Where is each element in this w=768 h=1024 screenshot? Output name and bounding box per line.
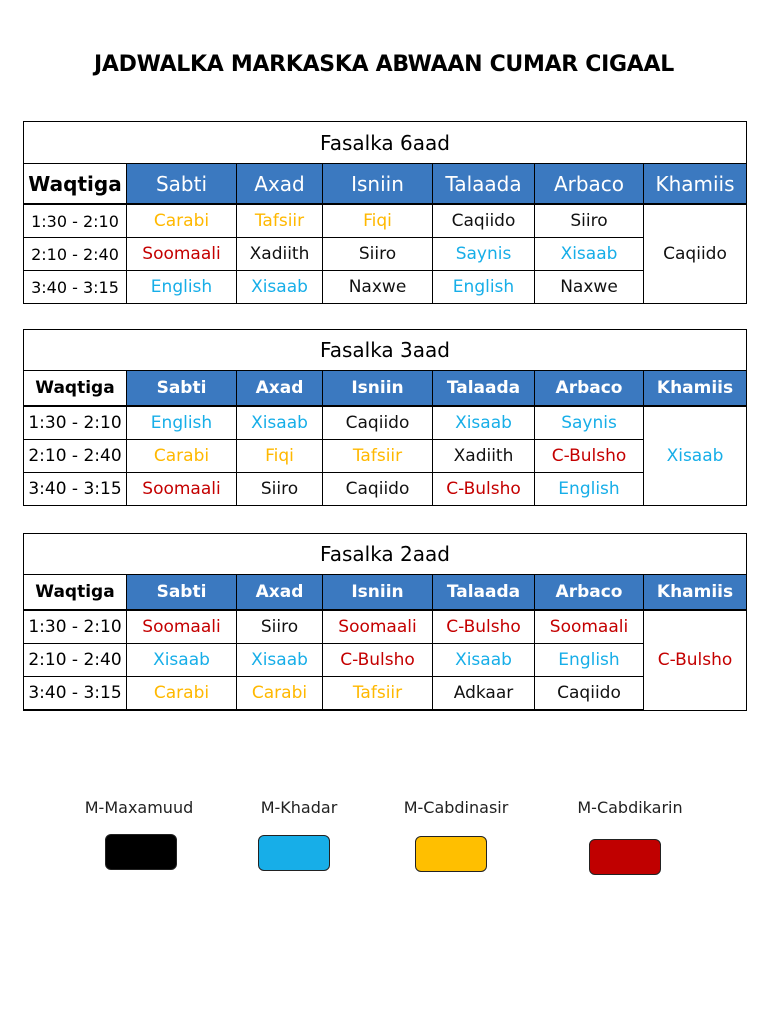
legend-label: M-Cabdinasir xyxy=(403,798,509,817)
table-row xyxy=(24,204,747,238)
class-cell: Carabi xyxy=(127,440,237,473)
class-cell: Carabi xyxy=(237,677,323,711)
header-isniin: Isniin xyxy=(323,164,433,205)
class-cell: Caqiido xyxy=(433,204,535,238)
class-cell: C-Bulsho xyxy=(433,473,535,506)
class-cell: English xyxy=(127,271,237,304)
class-cell: C-Bulsho xyxy=(323,644,433,677)
header-talaada: Talaada xyxy=(433,164,535,205)
class-cell: English xyxy=(127,406,237,440)
class-cell: English xyxy=(535,644,644,677)
table-caption: Fasalka 2aad xyxy=(24,534,747,575)
header-arbaco: Arbaco xyxy=(535,164,644,205)
table-row xyxy=(24,271,747,304)
time-cell: 3:40 - 3:15 xyxy=(24,473,127,506)
header-khamiis: Khamiis xyxy=(644,371,747,407)
header-khamiis: Khamiis xyxy=(644,164,747,205)
class-cell: Adkaar xyxy=(433,677,535,711)
class-cell: Naxwe xyxy=(535,271,644,304)
class-cell: Siiro xyxy=(323,238,433,271)
class-cell: Fiqi xyxy=(237,440,323,473)
class-cell: Caqiido xyxy=(323,406,433,440)
class-cell: Xadiith xyxy=(237,238,323,271)
legend-swatch-yellow xyxy=(415,836,487,872)
class-cell: Carabi xyxy=(127,204,237,238)
class-cell: Soomaali xyxy=(127,610,237,644)
class-cell: Saynis xyxy=(433,238,535,271)
header-axad: Axad xyxy=(237,371,323,407)
class-cell: Caqiido xyxy=(535,677,644,711)
class-cell: Naxwe xyxy=(323,271,433,304)
legend-item-cabdikarin xyxy=(560,798,700,817)
legend-label: M-Maxamuud xyxy=(84,798,194,817)
header-sabti: Sabti xyxy=(127,371,237,407)
class-cell: Xisaab xyxy=(433,644,535,677)
class-cell: English xyxy=(433,271,535,304)
class-cell: English xyxy=(535,473,644,506)
header-khamiis: Khamiis xyxy=(644,575,747,611)
legend-label: M-Khadar xyxy=(260,798,338,817)
header-isniin: Isniin xyxy=(323,371,433,407)
class-cell: Xisaab xyxy=(237,271,323,304)
header-sabti: Sabti xyxy=(127,164,237,205)
header-waqtiga: Waqtiga xyxy=(24,575,127,611)
header-arbaco: Arbaco xyxy=(535,575,644,611)
class-cell: Xisaab xyxy=(433,406,535,440)
legend-swatch-blue xyxy=(258,835,330,871)
khamiis-cell: C-Bulsho xyxy=(644,610,747,710)
table-row xyxy=(24,473,747,506)
header-talaada: Talaada xyxy=(433,575,535,611)
time-cell: 3:40 - 3:15 xyxy=(24,271,127,304)
table-row xyxy=(24,238,747,271)
class-cell: Fiqi xyxy=(323,204,433,238)
schedule-table-fasalka-2aad xyxy=(23,533,747,711)
page-title: JADWALKA MARKASKA ABWAAN CUMAR CIGAAL xyxy=(94,52,674,77)
time-cell: 1:30 - 2:10 xyxy=(24,610,127,644)
class-cell: Tafsiir xyxy=(237,204,323,238)
class-cell: Soomaali xyxy=(535,610,644,644)
time-cell: 1:30 - 2:10 xyxy=(24,204,127,238)
khamiis-cell: Caqiido xyxy=(644,204,747,304)
class-cell: Tafsiir xyxy=(323,440,433,473)
table-row xyxy=(24,406,747,440)
class-cell: Saynis xyxy=(535,406,644,440)
class-cell: Xisaab xyxy=(127,644,237,677)
class-cell: Siiro xyxy=(237,610,323,644)
class-cell: C-Bulsho xyxy=(535,440,644,473)
time-cell: 1:30 - 2:10 xyxy=(24,406,127,440)
table-caption: Fasalka 6aad xyxy=(24,122,747,164)
class-cell: Xisaab xyxy=(237,406,323,440)
legend-item-khadar xyxy=(229,798,369,817)
legend-swatch-red xyxy=(589,839,661,875)
header-isniin: Isniin xyxy=(323,575,433,611)
khamiis-cell: Xisaab xyxy=(644,406,747,506)
class-cell: Xadiith xyxy=(433,440,535,473)
time-cell: 2:10 - 2:40 xyxy=(24,238,127,271)
schedule-table-fasalka-6aad xyxy=(23,121,747,304)
class-cell: Siiro xyxy=(535,204,644,238)
table-row xyxy=(24,440,747,473)
header-axad: Axad xyxy=(237,575,323,611)
class-cell: Caqiido xyxy=(323,473,433,506)
class-cell: Xisaab xyxy=(535,238,644,271)
time-cell: 2:10 - 2:40 xyxy=(24,440,127,473)
class-cell: Soomaali xyxy=(323,610,433,644)
time-cell: 2:10 - 2:40 xyxy=(24,644,127,677)
legend-label: M-Cabdikarin xyxy=(577,798,683,817)
legend-swatch-black xyxy=(105,834,177,870)
header-axad: Axad xyxy=(237,164,323,205)
header-waqtiga: Waqtiga xyxy=(24,164,127,205)
class-cell: Carabi xyxy=(127,677,237,711)
table-row xyxy=(24,677,747,711)
class-cell: C-Bulsho xyxy=(433,610,535,644)
schedule-table-fasalka-3aad xyxy=(23,329,747,506)
legend-item-maxamuud xyxy=(69,798,209,817)
header-arbaco: Arbaco xyxy=(535,371,644,407)
table-row xyxy=(24,644,747,677)
header-talaada: Talaada xyxy=(433,371,535,407)
class-cell: Soomaali xyxy=(127,473,237,506)
legend-item-cabdinasir xyxy=(386,798,526,817)
table-row xyxy=(24,610,747,644)
time-cell: 3:40 - 3:15 xyxy=(24,677,127,711)
header-waqtiga: Waqtiga xyxy=(24,371,127,407)
class-cell: Soomaali xyxy=(127,238,237,271)
table-caption: Fasalka 3aad xyxy=(24,330,747,371)
class-cell: Tafsiir xyxy=(323,677,433,711)
class-cell: Xisaab xyxy=(237,644,323,677)
header-sabti: Sabti xyxy=(127,575,237,611)
class-cell: Siiro xyxy=(237,473,323,506)
